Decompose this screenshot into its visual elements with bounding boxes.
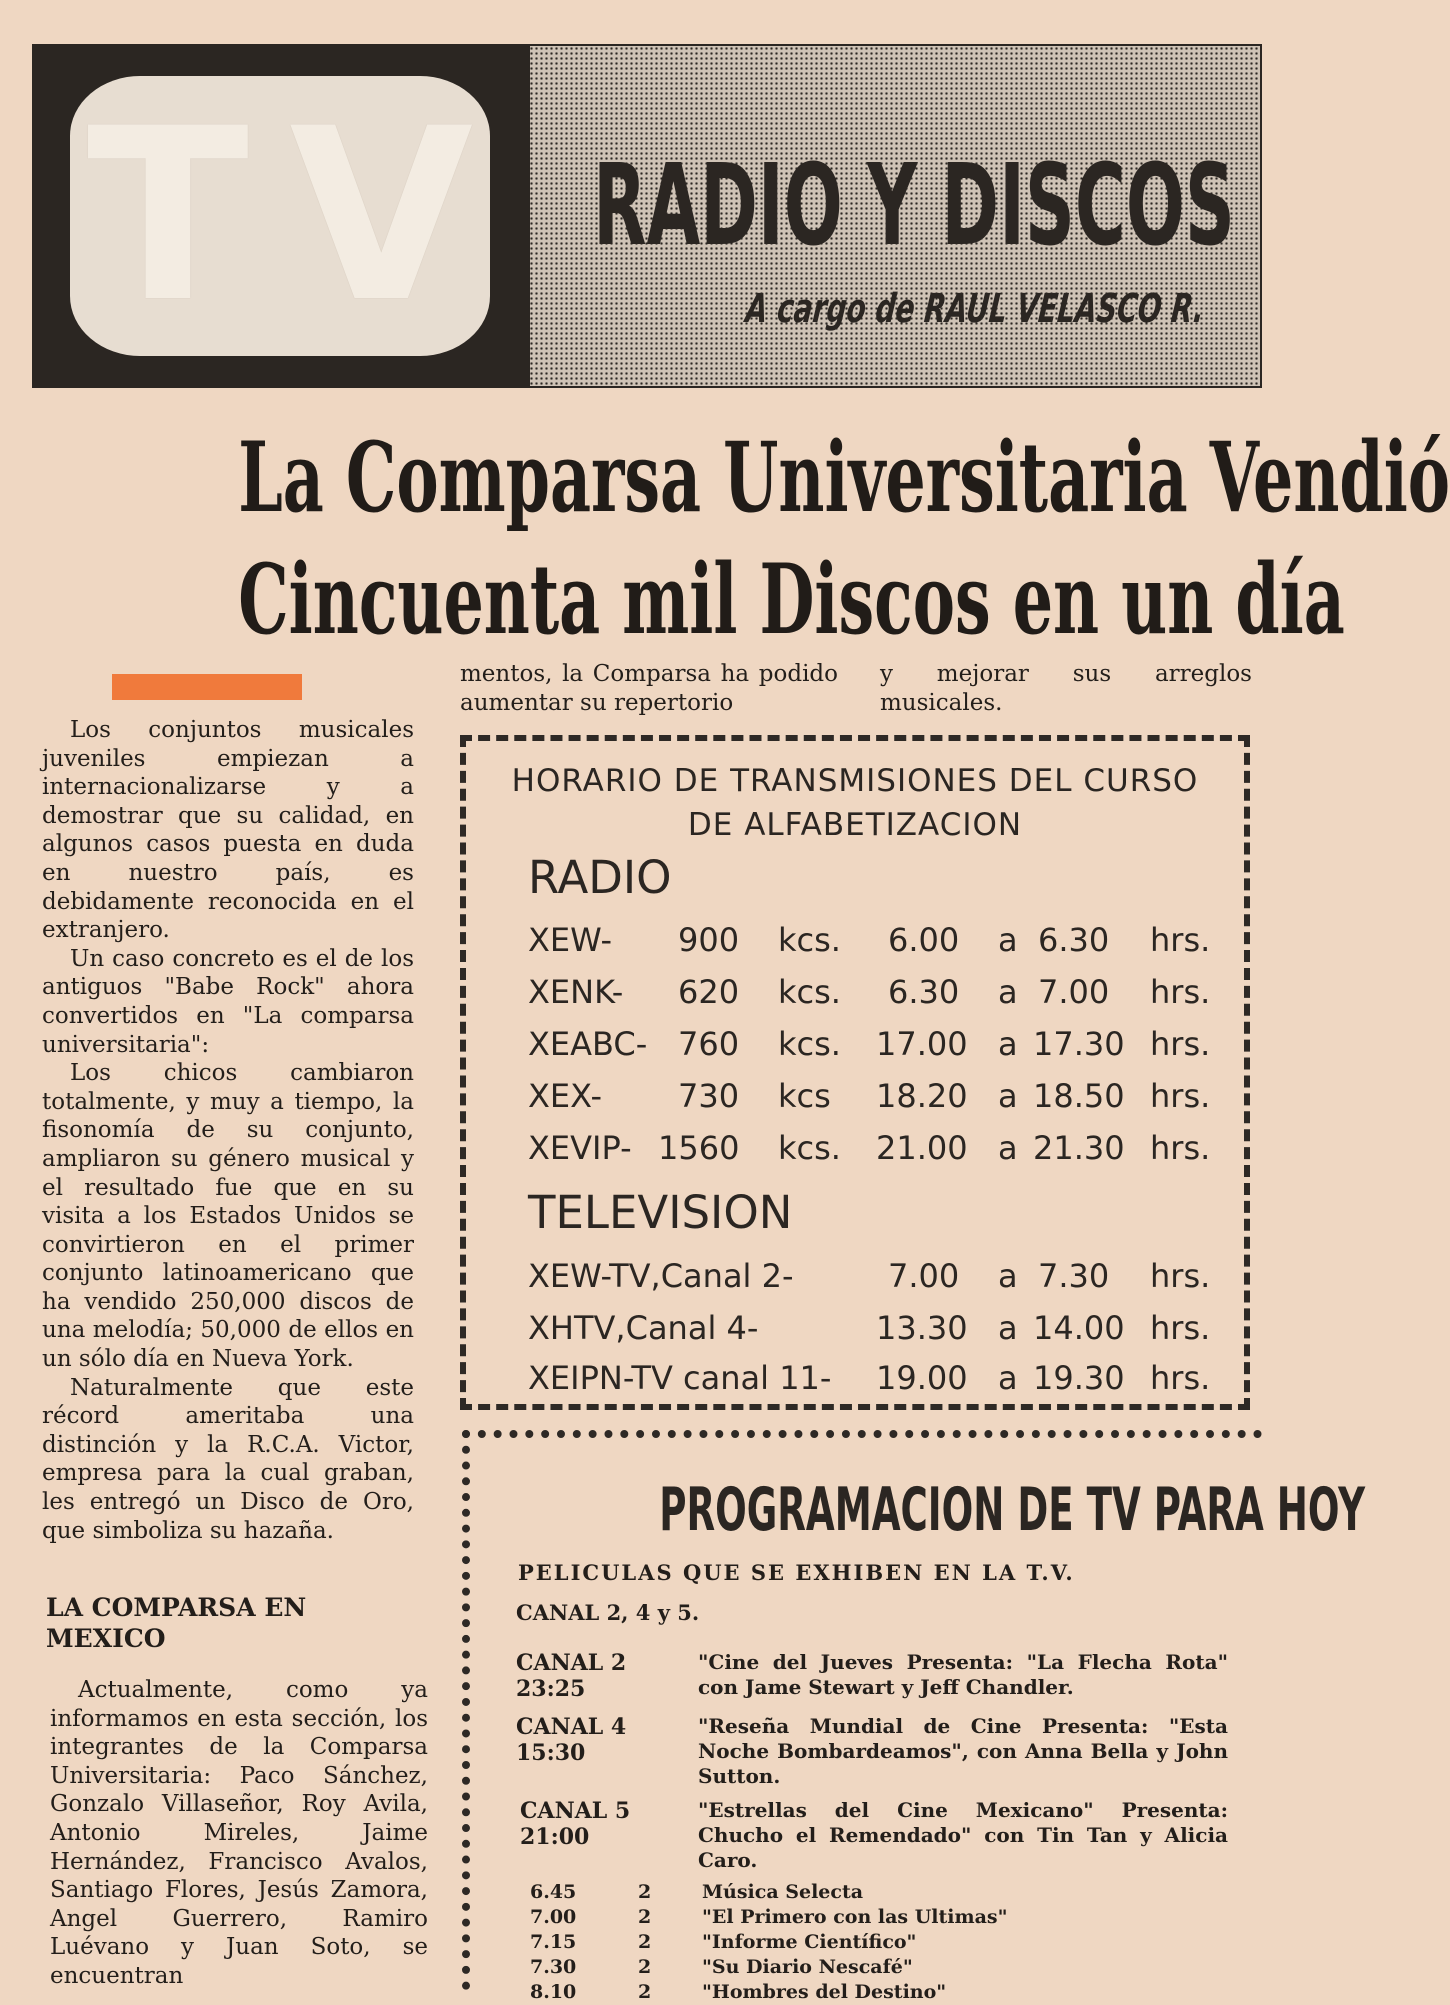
radio-row — [528, 1025, 1228, 1075]
end-time: 7.30 — [1038, 1257, 1110, 1295]
tv-screen-icon — [70, 76, 514, 356]
list-item — [530, 1905, 1230, 1930]
slot-channel: 2 — [638, 1956, 652, 1978]
connector: a — [998, 1309, 1018, 1347]
horario-title — [466, 759, 1244, 847]
radio-row — [528, 973, 1228, 1023]
frequency: 730 — [678, 1077, 740, 1115]
slot-time: 7.30 — [530, 1956, 577, 1978]
headline-line-2: Cincuenta mil Discos en un día — [238, 543, 1345, 656]
slot-show: "Su Diario Nescafé" — [702, 1956, 913, 1978]
unit: kcs. — [778, 1129, 841, 1167]
article-column-1b — [50, 1676, 428, 1994]
station: XENK- — [528, 973, 624, 1011]
hrs: hrs. — [1150, 1129, 1211, 1167]
article-paragraph: Naturalmente que este récord ameritaba una distinción y la R.C.A. Victor, empresa para la cual graban, les entregó un Disco de Oro, que simboliza su hazaña. — [42, 1374, 414, 1544]
slot-show: "Informe Científico" — [702, 1931, 917, 1953]
end-time: 7.00 — [1038, 973, 1110, 1011]
slot-show: "El Primero con las Ultimas" — [702, 1906, 1008, 1928]
film-canal — [516, 1714, 676, 1766]
programacion-channels: CANAL 2, 4 y 5. — [516, 1600, 700, 1625]
slot-channel: 2 — [638, 1931, 652, 1953]
hrs: hrs. — [1150, 1359, 1211, 1397]
tv-row — [528, 1257, 1228, 1307]
hrs: hrs. — [1150, 921, 1211, 959]
connector: a — [998, 1257, 1018, 1295]
accent-bar — [112, 674, 302, 700]
article-subhead: LA COMPARSA EN MEXICO — [46, 1593, 307, 1653]
article-paragraph: mentos, la Comparsa ha podido aumentar su repertorio — [460, 661, 838, 716]
section-title: RADIO Y DISCOS — [593, 141, 1235, 271]
section-masthead — [32, 44, 1262, 388]
start-time: 19.00 — [876, 1359, 968, 1397]
unit: kcs. — [778, 921, 841, 959]
tv-logo-letters: TV — [86, 77, 514, 355]
film-desc: "Reseña Mundial de Cine Presenta: "Esta Noche Bombardeamos", con Anna Bella y John Sutton. — [698, 1714, 1228, 1788]
station: XEW- — [528, 921, 613, 959]
station: XEW-TV,Canal 2- — [528, 1257, 794, 1295]
frequency: 900 — [678, 921, 740, 959]
end-time: 18.50 — [1033, 1077, 1125, 1115]
slot-channel: 2 — [638, 1981, 652, 2003]
tv-row — [528, 1309, 1228, 1359]
list-item — [530, 1880, 1230, 1905]
station: XEX- — [528, 1077, 603, 1115]
article-column-2-top — [460, 660, 838, 717]
end-time: 17.30 — [1033, 1025, 1125, 1063]
connector: a — [998, 973, 1018, 1011]
headline-line-1: La Comparsa Universitaria Vendió — [238, 421, 1450, 534]
unit: kcs. — [778, 1025, 841, 1063]
radio-row — [528, 1129, 1228, 1179]
article-paragraph: Los conjuntos musicales juveniles empiezan a internacionalizarse y a demostrar que su calidad, en algunos casos puesta en duda en nuestro país, es debidamente reconocida en el extranjero. — [42, 717, 414, 944]
section-byline: A cargo de RAUL VELASCO R. — [743, 286, 1207, 332]
programacion-subtitle: PELICULAS QUE SE EXHIBEN EN LA T.V. — [518, 1560, 1075, 1585]
film-time: 23:25 — [516, 1676, 586, 1702]
canal-label: CANAL 4 — [516, 1714, 627, 1740]
connector: a — [998, 1129, 1018, 1167]
article-paragraph: y mejorar sus arreglos musicales. — [880, 661, 1252, 716]
station: XEIPN-TV canal 11- — [528, 1359, 832, 1397]
film-time: 21:00 — [520, 1824, 590, 1850]
connector: a — [998, 1359, 1018, 1397]
frequency: 760 — [678, 1025, 740, 1063]
tv-row — [528, 1359, 1228, 1409]
horario-title-line-2: DE ALFABETIZACION — [687, 807, 1023, 843]
film-time: 15:30 — [516, 1740, 586, 1766]
slot-time: 7.00 — [530, 1906, 577, 1928]
list-item — [530, 1980, 1230, 2005]
horario-title-line-1: HORARIO DE TRANSMISIONES DEL CURSO — [511, 763, 1199, 799]
slot-time: 7.15 — [530, 1931, 577, 1953]
slot-time: 6.45 — [530, 1881, 577, 1903]
station: XEVIP- — [528, 1129, 632, 1167]
end-time: 21.30 — [1033, 1129, 1125, 1167]
end-time: 6.30 — [1038, 921, 1110, 959]
slot-channel: 2 — [638, 1881, 652, 1903]
start-time: 21.00 — [876, 1129, 968, 1167]
slot-time: 8.10 — [530, 1981, 577, 2003]
schedule-list — [530, 1880, 1230, 2003]
station: XHTV,Canal 4- — [528, 1309, 759, 1347]
connector: a — [998, 1025, 1018, 1063]
radio-label: RADIO — [528, 851, 672, 904]
start-time: 13.30 — [876, 1309, 968, 1347]
connector: a — [998, 1077, 1018, 1115]
connector: a — [998, 921, 1018, 959]
programacion-title: PROGRAMACION DE TV PARA HOY — [659, 1475, 1366, 1545]
slot-show: "Hombres del Destino" — [702, 1981, 947, 2003]
radio-row — [528, 921, 1228, 971]
hrs: hrs. — [1150, 973, 1211, 1011]
article-column-1 — [42, 716, 414, 1566]
start-time: 7.00 — [888, 1257, 960, 1295]
horario-box — [460, 735, 1250, 1410]
hrs: hrs. — [1150, 1309, 1211, 1347]
tv-logo — [34, 46, 530, 386]
article-column-3-top — [880, 660, 1252, 717]
canal-label: CANAL 2 — [516, 1650, 627, 1676]
television-label: TELEVISION — [528, 1186, 793, 1239]
slot-show: Música Selecta — [702, 1881, 864, 1903]
film-desc: "Cine del Jueves Presenta: "La Flecha Rota" con Jame Stewart y Jeff Chandler. — [698, 1650, 1228, 1699]
canal-label: CANAL 5 — [520, 1798, 631, 1824]
unit: kcs. — [778, 973, 841, 1011]
article-paragraph: Actualmente, como ya informamos en esta sección, los integrantes de la Comparsa Universitaria: Paco Sánchez, Gonzalo Villaseñor, Roy Avila, Antonio Mireles, Jaime Hernández, Francisco Avalos, Santiago Flores, Jesús Zamora, Angel Guerrero, Ramiro Luévano y Juan Soto, se encuentran — [50, 1677, 428, 1989]
start-time: 17.00 — [876, 1025, 968, 1063]
slot-channel: 2 — [638, 1906, 652, 1928]
article-paragraph: Un caso concreto es el de los antiguos "Babe Rock" ahora convertidos en "La comparsa universitaria": — [42, 945, 414, 1058]
hrs: hrs. — [1150, 1257, 1211, 1295]
frequency: 620 — [678, 973, 740, 1011]
frequency: 1560 — [658, 1129, 740, 1167]
start-time: 6.00 — [888, 921, 960, 959]
start-time: 18.20 — [876, 1077, 968, 1115]
end-time: 14.00 — [1033, 1309, 1125, 1347]
list-item — [530, 1955, 1230, 1980]
end-time: 19.30 — [1033, 1359, 1125, 1397]
list-item — [530, 1930, 1230, 1955]
article-paragraph: Los chicos cambiaron totalmente, y muy a tiempo, la fisonomía de su conjunto, ampliaron su género musical y el resultado fue que en su visita a los Estados Unidos se convirtieron en el primer conjunto latinoamericano que ha vendido 250,000 discos de una melodía; 50,000 de ellos en un sólo día en Nueva York. — [42, 1060, 414, 1373]
film-canal — [520, 1798, 680, 1850]
unit: kcs — [778, 1077, 831, 1115]
hrs: hrs. — [1150, 1077, 1211, 1115]
start-time: 6.30 — [888, 973, 960, 1011]
film-desc: "Estrellas del Cine Mexicano" Presenta: Chucho el Remendado" con Tin Tan y Alicia Caro. — [698, 1798, 1228, 1872]
station: XEABC- — [528, 1025, 648, 1063]
radio-row — [528, 1077, 1228, 1127]
hrs: hrs. — [1150, 1025, 1211, 1063]
film-canal — [516, 1650, 676, 1702]
